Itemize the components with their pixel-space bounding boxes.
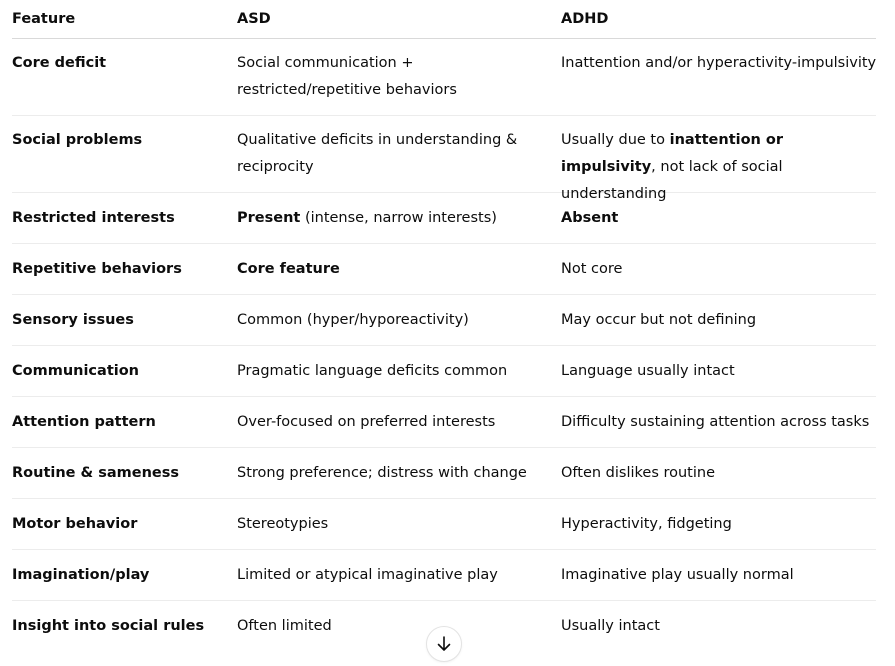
asd-cell: Stereotypies: [237, 515, 329, 532]
asd-cell: Limited or atypical imaginative play: [237, 566, 498, 583]
adhd-bold-text: inattention or impulsivity: [561, 132, 784, 175]
asd-cell: [237, 205, 561, 232]
table-row: [12, 346, 876, 397]
adhd-bold-text: Absent: [561, 209, 619, 226]
asd-cell: Strong preference; distress with change: [237, 464, 527, 481]
feature-cell: Routine & sameness: [12, 464, 180, 481]
asd-cell: Social communication + restricted/repetitive behaviors: [237, 55, 457, 98]
table-row: [12, 295, 876, 346]
asd-bold-text: Present: [237, 209, 301, 226]
scroll-to-bottom-button[interactable]: [426, 626, 462, 662]
feature-cell: Attention pattern: [12, 413, 156, 430]
table-row: [12, 39, 876, 116]
asd-cell: Common (hyper/hyporeactivity): [237, 311, 469, 328]
table-row: [12, 448, 876, 499]
table-row: [12, 244, 876, 295]
adhd-text: Usually due to: [561, 132, 670, 148]
feature-cell: Imagination/play: [12, 566, 150, 583]
adhd-cell: Difficulty sustaining attention across tasks: [561, 413, 870, 430]
feature-cell: Sensory issues: [12, 311, 134, 328]
header-feature: Feature: [12, 10, 76, 27]
table-row: [12, 550, 876, 601]
feature-cell: Insight into social rules: [12, 617, 205, 634]
adhd-cell: Not core: [561, 260, 623, 277]
adhd-cell: Hyperactivity, fidgeting: [561, 515, 732, 532]
asd-cell: Pragmatic language deficits common: [237, 362, 508, 379]
feature-cell: Motor behavior: [12, 515, 138, 532]
arrow-down-icon: [435, 635, 453, 653]
feature-cell: Social problems: [12, 132, 143, 148]
asd-cell: Over-focused on preferred interests: [237, 413, 496, 430]
adhd-text: , not lack of social understanding: [561, 159, 783, 202]
adhd-cell: Often dislikes routine: [561, 464, 716, 481]
table-row: [12, 116, 876, 202]
header-asd: ASD: [237, 10, 271, 27]
asd-cell: [237, 256, 561, 283]
table-row: [12, 193, 876, 244]
adhd-cell: [561, 205, 876, 232]
feature-cell: Core deficit: [12, 55, 107, 71]
header-adhd: ADHD: [561, 10, 609, 27]
asd-text: (intense, narrow interests): [300, 209, 497, 226]
adhd-cell: Language usually intact: [561, 362, 735, 379]
asd-cell: Often limited: [237, 617, 332, 634]
feature-cell: Communication: [12, 362, 140, 379]
adhd-cell: May occur but not defining: [561, 311, 757, 328]
adhd-cell: [561, 127, 876, 202]
adhd-cell: Imaginative play usually normal: [561, 566, 794, 583]
asd-cell: Qualitative deficits in understanding & reciprocity: [237, 132, 518, 175]
feature-cell: Restricted interests: [12, 209, 175, 226]
comparison-table: [12, 0, 876, 651]
adhd-cell: Usually intact: [561, 617, 660, 634]
table-row: [12, 397, 876, 448]
table-row: [12, 499, 876, 550]
table-header: [12, 0, 876, 39]
feature-cell: Repetitive behaviors: [12, 260, 182, 277]
asd-bold-text: Core feature: [237, 260, 340, 277]
adhd-cell: Inattention and/or hyperactivity-impulsivity: [561, 55, 877, 71]
